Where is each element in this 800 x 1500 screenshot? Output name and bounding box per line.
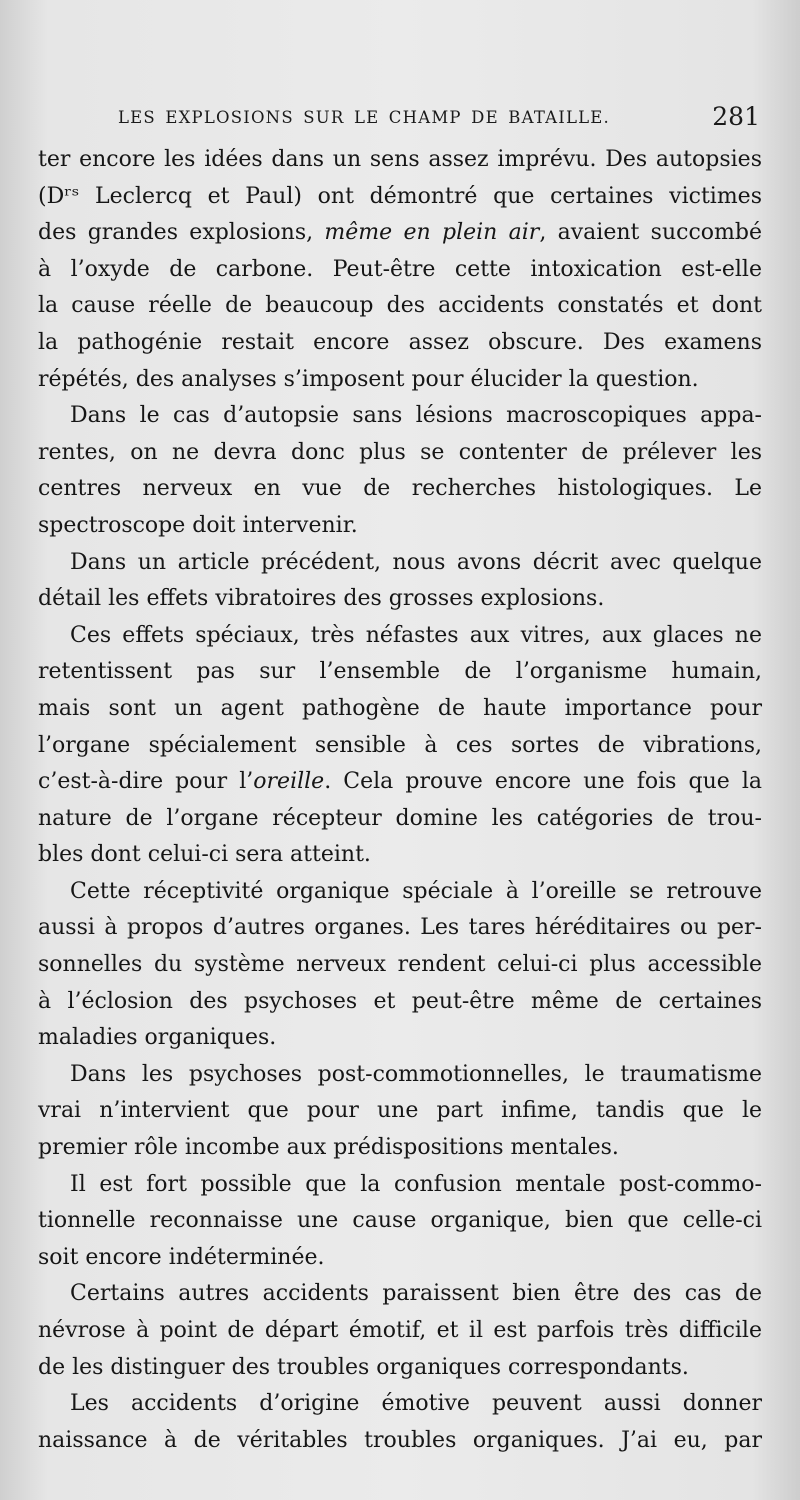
running-head: LES EXPLOSIONS SUR LE CHAMP DE BATAILLE. <box>118 108 610 127</box>
text-line: Cette réceptivité organique spéciale à l’oreille se retrouve <box>70 878 762 904</box>
text-line: centres nerveux en vue de recherches histologiques. Le <box>38 476 762 502</box>
text-line: aussi à propos d’autres organes. Les tares héréditaires ou per- <box>38 915 762 941</box>
text-line: rentes, on ne devra donc plus se contenter de prélever les <box>38 439 762 465</box>
text-line: répétés, des analyses s’imposent pour élucider la question. <box>38 366 699 392</box>
body-text <box>38 142 762 1459</box>
text-line: c’est-à-dire pour l’oreille. Cela prouve encore une fois que la <box>38 769 762 795</box>
text-line: névrose à point de départ émotif, et il est parfois très difficile <box>38 1318 762 1343</box>
text-line: nature de l’organe récepteur domine les catégories de trou- <box>38 805 762 831</box>
text-line: premier rôle incombe aux prédispositions mentales. <box>38 1135 619 1161</box>
text-line: l’organe spécialement sensible à ces sortes de vibrations, <box>38 732 762 758</box>
text-line: à l’éclosion des psychoses et peut-être même de certaines <box>38 988 762 1014</box>
text-line: naissance à de véritables troubles organiques. J’ai eu, par <box>38 1427 762 1453</box>
text-line: ter encore les idées dans un sens assez imprévu. Des autopsies <box>38 147 762 172</box>
paragraph <box>38 545 762 618</box>
text-line: sonnelles du système nerveux rendent celui-ci plus accessible <box>38 952 762 978</box>
paragraph <box>38 618 762 874</box>
text-line: retentissent pas sur l’ensemble de l’organisme humain, <box>38 659 762 685</box>
text-line: (Dʳˢ Leclercq et Paul) ont démontré que certaines victimes <box>38 183 762 209</box>
text-line: de les distinguer des troubles organiques correspondants. <box>38 1354 689 1380</box>
page-header <box>118 102 760 138</box>
page-number: 281 <box>712 102 760 131</box>
text-line: Ces effets spéciaux, très néfastes aux vitres, aux glaces ne <box>70 622 762 648</box>
text-line: tionnelle reconnaisse une cause organique, bien que celle-ci <box>38 1208 762 1234</box>
text-line: spectroscope doit intervenir. <box>38 512 358 538</box>
text-line: la pathogénie restait encore assez obscure. Des examens <box>38 329 762 355</box>
text-line: vrai n’intervient que pour une part infime, tandis que le <box>38 1098 762 1124</box>
paragraph <box>38 1276 762 1386</box>
paragraph <box>38 874 762 1057</box>
paragraph <box>38 398 762 544</box>
paragraph <box>38 1386 762 1459</box>
text-line: à l’oxyde de carbone. Peut-être cette intoxication est-elle <box>38 256 762 282</box>
text-line: des grandes explosions, même en plein air, avaient succombé <box>38 220 762 246</box>
text-line: Dans les psychoses post-commotionnelles, le traumatisme <box>70 1061 762 1087</box>
text-line: Certains autres accidents paraissent bien être des cas de <box>70 1281 762 1307</box>
paragraph <box>38 1057 762 1167</box>
text-line: maladies organiques. <box>38 1025 277 1051</box>
text-line: Il est fort possible que la confusion mentale post-commo- <box>70 1171 762 1197</box>
text-line: soit encore indéterminée. <box>38 1244 325 1270</box>
text-line: la cause réelle de beaucoup des accidents constatés et dont <box>38 293 762 319</box>
text-line: mais sont un agent pathogène de haute importance pour <box>38 695 762 721</box>
paragraph <box>38 1167 762 1277</box>
text-line: détail les effets vibratoires des grosses explosions. <box>38 586 605 612</box>
text-line: Les accidents d’origine émotive peuvent aussi donner <box>70 1391 762 1417</box>
text-line: Dans le cas d’autopsie sans lésions macroscopiques appa- <box>70 403 762 429</box>
paragraph <box>38 142 762 398</box>
text-line: Dans un article précédent, nous avons décrit avec quelque <box>70 549 762 575</box>
text-line: bles dont celui-ci sera atteint. <box>38 842 371 868</box>
